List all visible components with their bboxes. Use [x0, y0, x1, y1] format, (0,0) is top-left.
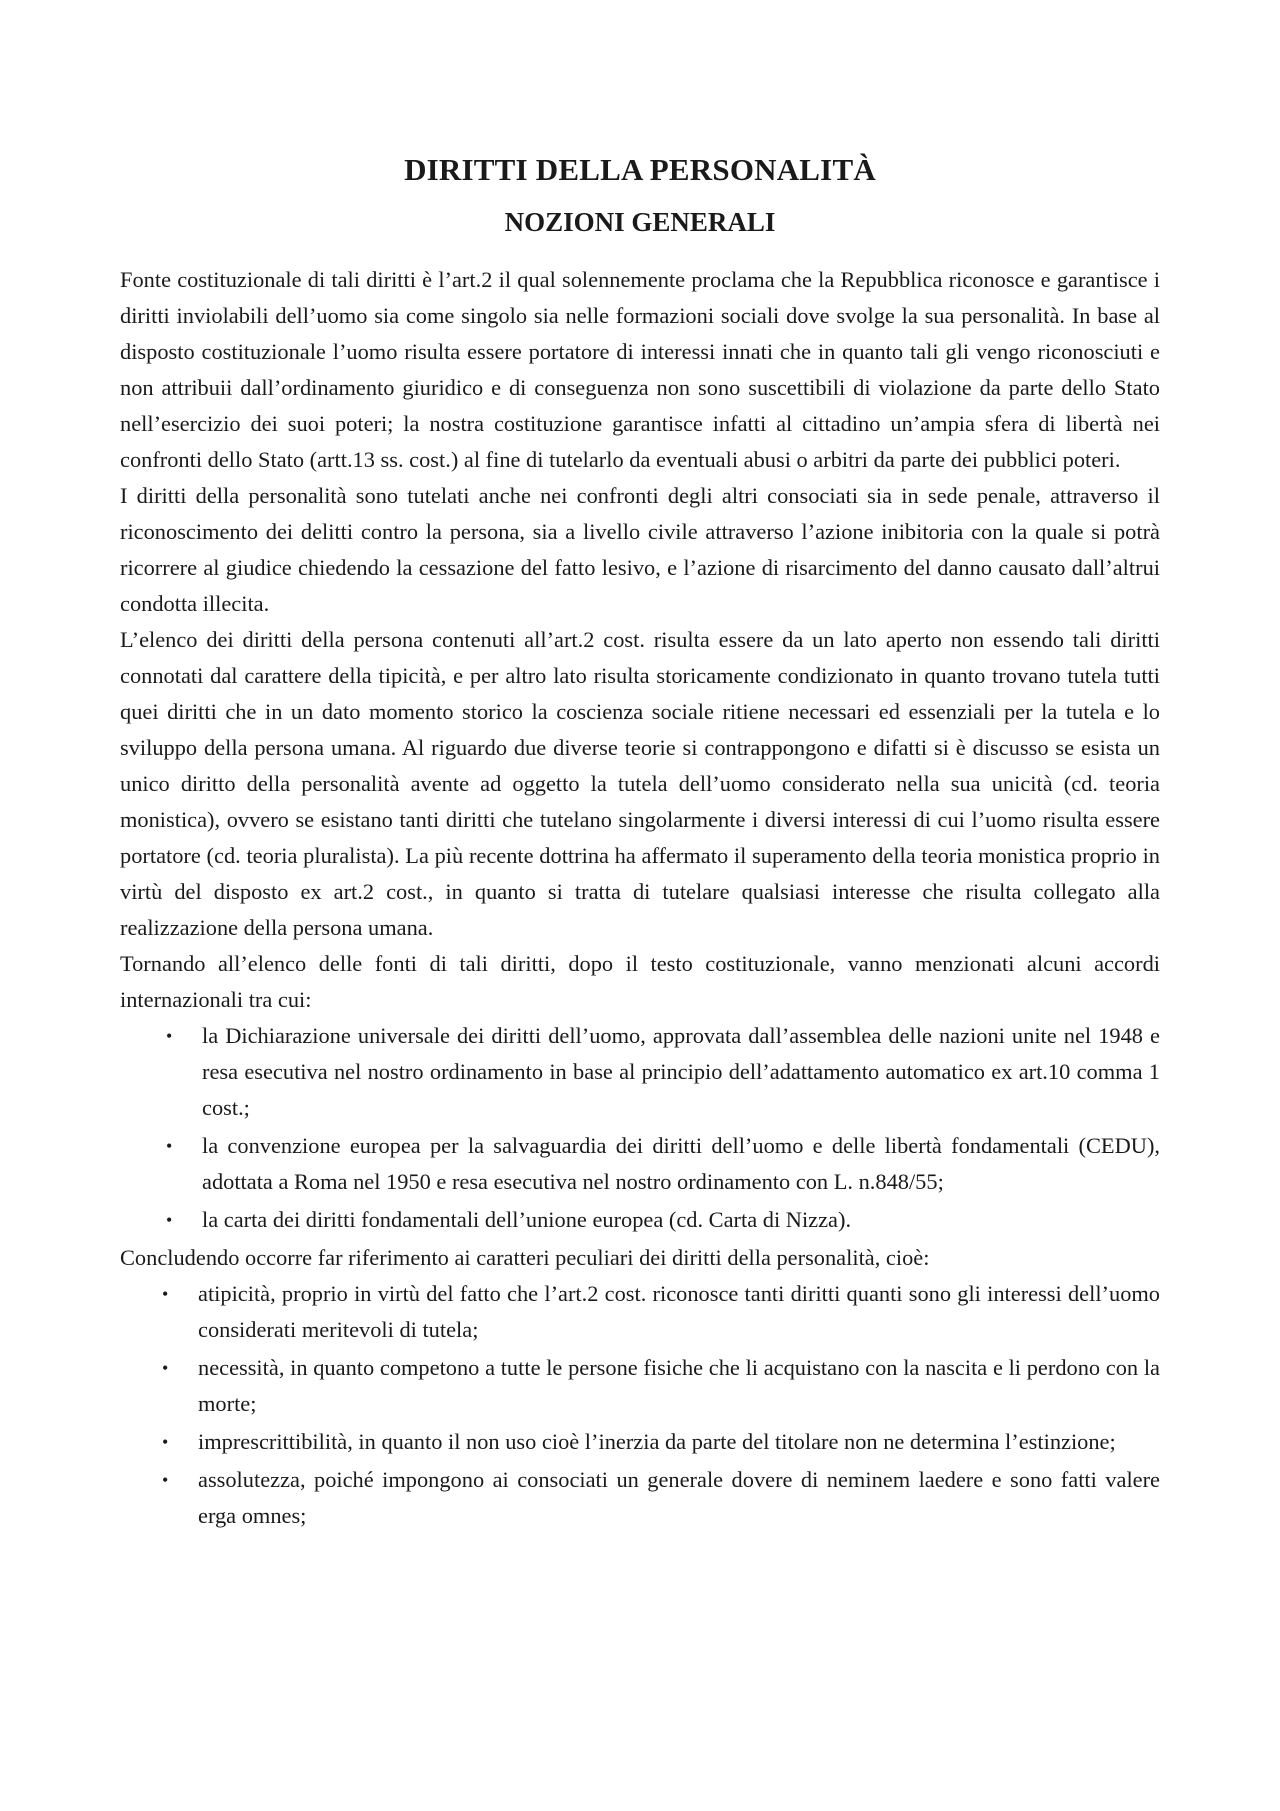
list-item: [162, 1276, 1160, 1348]
list-item-text: atipicità, proprio in virtù del fatto che l’art.2 cost. riconosce tanti diritti quanti sono gli interessi dell’uomo considerati meritevoli di tutela;: [198, 1281, 1160, 1342]
list-item: [162, 1350, 1160, 1422]
list-item: [166, 1018, 1160, 1126]
bullet-icon: •: [166, 1136, 173, 1156]
paragraph-2: I diritti della personalità sono tutelati anche nei confronti degli altri consociati sia in sede penale, attraverso il riconoscimento dei delitti contro la persona, sia a livello civile attraverso l’azione inibitoria con la quale si potrà ricorrere al giudice chiedendo la cessazione del fatto lesivo, e l’azione di risarcimento del danno causato dall’altrui condotta illecita.: [120, 483, 1160, 616]
list-item-text: la convenzione europea per la salvaguardia dei diritti dell’uomo e delle libertà fondamentali (CEDU), adottata a Roma nel 1950 e resa esecutiva nel nostro ordinamento con L. n.848/55;: [202, 1133, 1160, 1194]
document-subtitle: NOZIONI GENERALI: [504, 207, 776, 237]
paragraph-1: Fonte costituzionale di tali diritti è l’art.2 il qual solennemente proclama che la Repubblica riconosce e garantisce i diritti inviolabili dell’uomo sia come singolo sia nelle formazioni sociali dove svolge la sua personalità. In base al disposto costituzionale l’uomo risulta essere portatore di interessi innati che in quanto tali gli vengo riconosciuti e non attribuii dall’ordinamento giuridico e di conseguenza non sono suscettibili di violazione da parte dello Stato nell’esercizio dei suoi poteri; la nostra costituzione garantisce infatti al cittadino un’ampia sfera di libertà nei confronti dello Stato (artt.13 ss. cost.) al fine di tutelarlo da eventuali abusi o arbitri da parte dei pubblici poteri.: [120, 267, 1160, 472]
list-item: [166, 1202, 1160, 1238]
list-item-text: assolutezza, poiché impongono ai consociati un generale dovere di neminem laedere e sono fatti valere erga omnes;: [198, 1467, 1160, 1528]
paragraph-4: Tornando all’elenco delle fonti di tali diritti, dopo il testo costituzionale, vanno menzionati alcuni accordi internazionali tra cui:: [120, 951, 1160, 1012]
list-item: [166, 1128, 1160, 1200]
bullet-icon: •: [162, 1358, 169, 1378]
bullet-icon: •: [162, 1284, 169, 1304]
bullet-icon: •: [166, 1210, 173, 1230]
list-item: [162, 1424, 1160, 1460]
list-item-text: la carta dei diritti fondamentali dell’unione europea (cd. Carta di Nizza).: [202, 1207, 852, 1232]
list-item-text: la Dichiarazione universale dei diritti dell’uomo, approvata dall’assemblea delle nazioni unite nel 1948 e resa esecutiva nel nostro ordinamento in base al principio dell’adattamento automatico ex art.10 comma 1 cost.;: [202, 1023, 1160, 1120]
bullet-icon: •: [162, 1432, 169, 1452]
paragraph-3: L’elenco dei diritti della persona contenuti all’art.2 cost. risulta essere da un lato aperto non essendo tali diritti connotati dal carattere della tipicità, e per altro lato risulta storicamente condizionato in quanto trovano tutela tutti quei diritti che in un dato momento storico la coscienza sociale ritiene necessari ed essenziali per la tutela e lo sviluppo della persona umana. Al riguardo due diverse teorie si contrappongono e difatti si è discusso se esista un unico diritto della personalità avente ad oggetto la tutela dell’uomo considerato nella sua unicità (cd. teoria monistica), ovvero se esistano tanti diritti che tutelano singolarmente i diversi interessi di cui l’uomo risulta essere portatore (cd. teoria pluralista). La più recente dottrina ha affermato il superamento della teoria monistica proprio in virtù del disposto ex art.2 cost., in quanto si tratta di tutelare qualsiasi interesse che risulta collegato alla realizzazione della persona umana.: [120, 627, 1160, 940]
list-item-text: necessità, in quanto competono a tutte le persone fisiche che li acquistano con la nascita e li perdono con la morte;: [198, 1355, 1160, 1416]
list-item: [162, 1462, 1160, 1534]
list-item-text: imprescrittibilità, in quanto il non uso cioè l’inerzia da parte del titolare non ne determina l’estinzione;: [198, 1429, 1116, 1454]
bullet-icon: •: [166, 1026, 173, 1046]
paragraph-5: Concludendo occorre far riferimento ai caratteri peculiari dei diritti della personalità, cioè:: [120, 1245, 930, 1270]
document-title: DIRITTI DELLA PERSONALITÀ: [404, 152, 876, 187]
bullet-icon: •: [162, 1470, 169, 1490]
sources-list: [120, 1018, 1160, 1238]
document-page: [120, 150, 1160, 1536]
characteristics-list: [120, 1276, 1160, 1534]
